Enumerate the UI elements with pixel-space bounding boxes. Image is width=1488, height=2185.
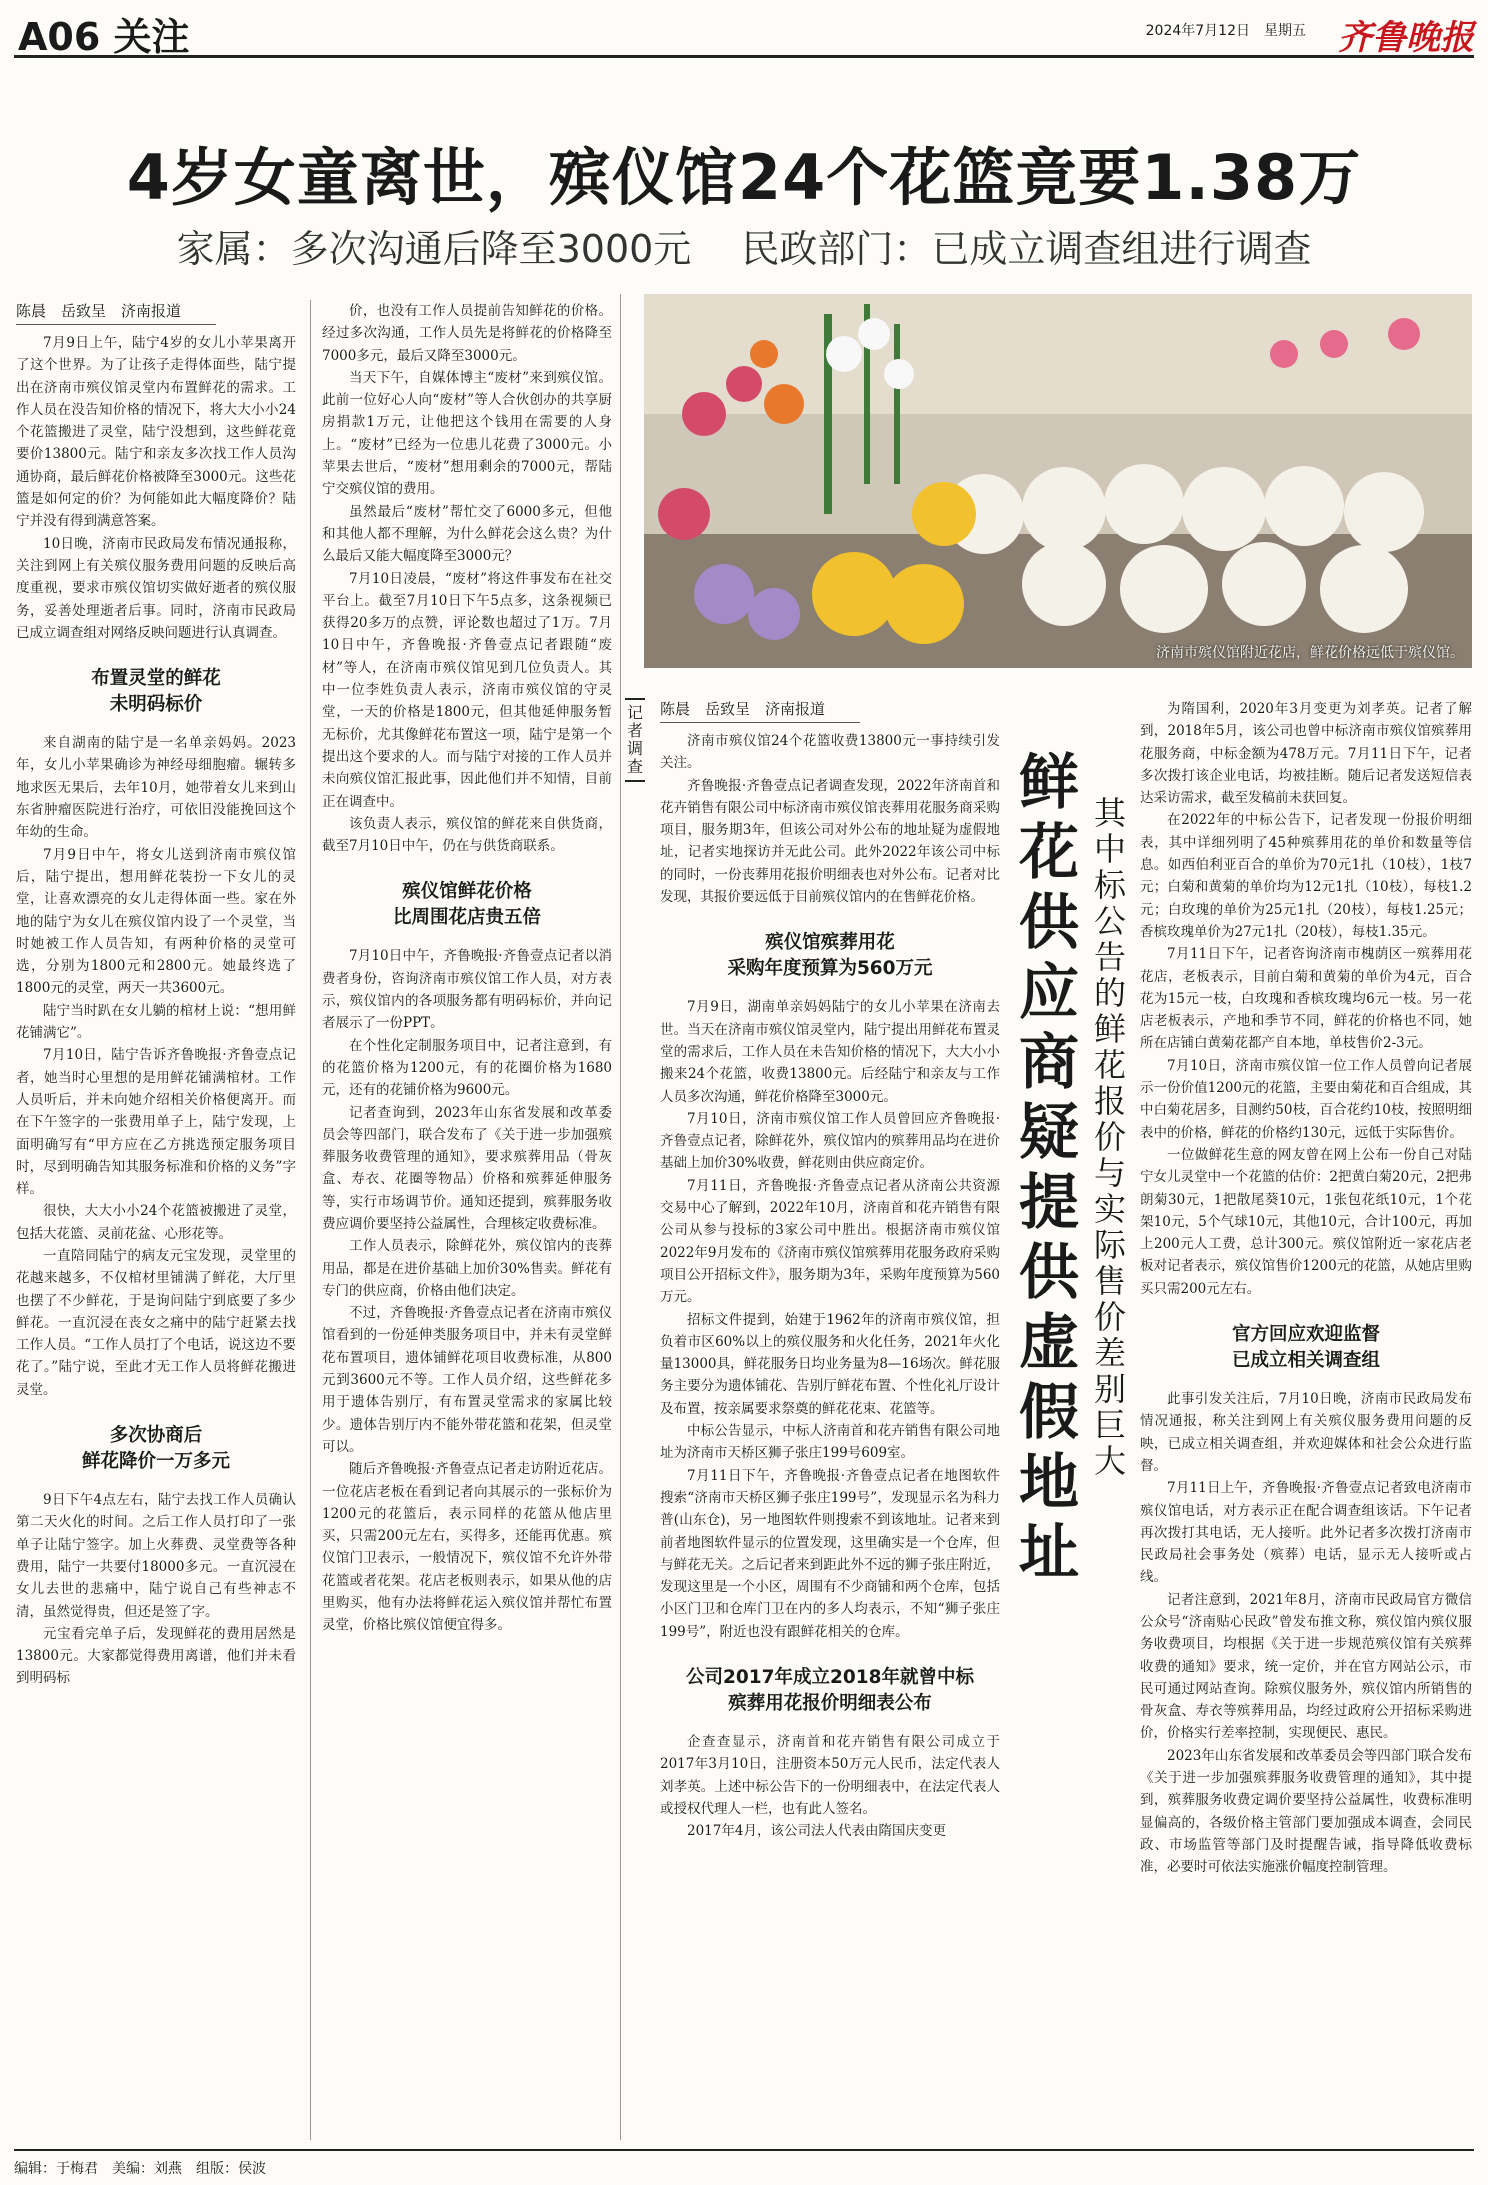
paragraph: 记者查询到，2023年山东省发展和改革委员会等四部门，联合发布了《关于进一步加强殡葬服务收费管理的通知》，要求殡葬用品（骨灰盒、寿衣、花圈等物品）价格和殡葬延伸服务等，实行市场调节价。通知还提到，殡葬服务收费应调价要坚持公益属性，合理核定收费标准。 (322, 1104, 612, 1232)
section-tag: 记者调查 (625, 698, 645, 782)
subhead-3: 殡仪馆鲜花价格 比周围花店贵五倍 (392, 881, 541, 929)
paragraph: 7月9日，湖南单亲妈妈陆宁的女儿小苹果在济南去世。当天在济南市殡仪馆灵堂内，陆宁提出用鲜花布置灵堂的需求后，工作人员在未告知价格的情况下，大大小小搬来24个花篮，收费13800元。后经陆宁和亲友与工作人员多次沟通，鲜花价格降至3000元。 (660, 999, 1000, 1105)
paragraph: 一位做鲜花生意的网友曾在网上公布一份自己对陆宁女儿灵堂中一个花篮的估价：2把黄白菊20元，2把弗朗菊30元，1把散尾葵10元，1张包花纸10元，1个花架10元，5个气球10元，其他10元，合计100元，再加上200元人工费，总计300元。殡仪馆附近一家花店老板对记者表示，殡仪馆售价1200元的花篮，从她店里购买只需200元左右。 (1140, 1146, 1472, 1297)
paragraph: 10日晚，济南市民政局发布情况通报称，关注到网上有关殡仪服务费用问题的反映后高度重视，要求市殡仪馆切实做好逝者的殡仪服务，妥善处理逝者后事。同时，济南市民政局已成立调查组对网络反映问题进行认真调查。 (16, 535, 296, 641)
r1b (660, 996, 1000, 1643)
paragraph: 2017年4月，该公司法人代表由隋国庆变更 (687, 1823, 946, 1840)
paragraph: 该负责人表示，殡仪馆的鲜花来自供货商，截至7月10日中午，仍在与供货商联系。 (322, 815, 612, 855)
r1a (660, 730, 1000, 908)
subhead-2: 多次协商后 鲜花降价一万多元 (81, 1425, 230, 1473)
paragraph: 7月10日中午，齐鲁晚报·齐鲁壹点记者以消费者身份，咨询济南市殡仪馆工作人员，对方表示，殡仪馆内的各项服务都有明码标价，并向记者展示了一份PPT。 (322, 948, 612, 1032)
paragraph: 来自湖南的陆宁是一名单亲妈妈。2023年，女儿小苹果确诊为神经母细胞瘤。辗转多地求医无果后，去年10月，她带着女儿来到山东省肿瘤医院进行治疗，可依旧没能挽回这个年幼的生命。 (16, 735, 296, 841)
paragraph: 此事引发关注后，7月10日晚，济南市民政局发布情况通报，称关注到网上有关殡仪服务费用问题的反映，已成立相关调查组，并欢迎媒体和社会公众进行监督。 (1140, 1391, 1472, 1474)
paragraph: 不过，齐鲁晚报·齐鲁壹点记者在济南市殡仪馆看到的一份延伸类服务项目中，并未有灵堂鲜花布置项目，遗体铺鲜花项目收费标准，从800元到3600元不等。工作人员介绍，这些鲜花多用于遗体告别厅，有布置灵堂需求的家属比较少。遗体告别厅内不能外带花篮和花架，但灵堂可以。 (322, 1305, 612, 1455)
paragraph: 陆宁当时趴在女儿躺的棺材上说：“想用鲜花铺满它”。 (16, 1002, 296, 1042)
column-divider (310, 300, 311, 2140)
subhead-1: 布置灵堂的鲜花 未明码标价 (91, 668, 221, 716)
paragraph: 齐鲁晚报·齐鲁壹点记者调查发现，2022年济南首和花卉销售有限公司中标济南市殡仪馆丧葬用花服务商采购项目，服务期3年，但该公司对外公布的地址疑为虚假地址，记者实地探访并无此公司。此外2022年该公司中标的同时，一份丧葬用花报价明细表也对外公布。记者对比发现，其报价要远低于目前殡仪馆内的在售鲜花价格。 (660, 777, 1000, 906)
r2a (1140, 698, 1472, 1300)
paragraph: 招标文件提到，始建于1962年的济南市殡仪馆，担负着市区60%以上的殡仪服务和火化任务，2021年火化量13000具，鲜花服务日均业务量为8—16场次。鲜花服务主要分为遗体铺花、告别厅鲜花布置、个性化礼厅设计及布置，按亲属要求祭奠的鲜花花束、花篮等。 (660, 1311, 1000, 1417)
paragraph: 工作人员表示，除鲜花外，殡仪馆内的丧葬用品，都是在进价基础上加价30%售卖。鲜花有专门的供应商，价格由他们决定。 (322, 1238, 612, 1299)
r2b (1140, 1388, 1472, 1879)
paragraph: 中标公告显示，中标人济南首和花卉销售有限公司地址为济南市天桥区狮子张庄199号609室。 (660, 1423, 1000, 1462)
paragraph: 在2022年的中标公告下，记者发现一份报价明细表，其中详细列明了45种殡葬用花的单价和数量等信息。如西伯利亚百合的单价为70元1扎（10枝），1枝7元；白菊和黄菊的单价均为12元1扎（10枝），每枝1.2元；白玫瑰的单价为25元1扎（20枝），每枝1.25元；香槟玫瑰单价为27元1扎（20枝），每枝1.35元。 (1140, 812, 1472, 940)
r1c (660, 1731, 1000, 1842)
page-footer: 编辑：于梅君 美编：刘燕 组版：侯波 (14, 2149, 1474, 2178)
paragraph: 随后齐鲁晚报·齐鲁壹点记者走访附近花店。一位花店老板在看到记者向其展示的一张标价为1200元的花篮后，表示同样的花篮从他店里买，只需200元左右，买得多，还能再优惠。殡仪馆门卫表示，一般情况下，殡仪馆不允许外带花篮或者花架。花店老板则表示，如果从他的店里购买，他有办法将鲜花运入殡仪馆并帮忙布置灵堂，价格比殡仪馆便宜得多。 (322, 1461, 612, 1634)
c1c (16, 1489, 296, 1690)
paragraph: 9日下午4点左右，陆宁去找工作人员确认第二天火化的时间。之后工作人员打印了一张单子让陆宁签字。加上火葬费、灵堂费等各种费用，陆宁一共要付18000多元。一直沉浸在女儿去世的悲痛中，陆宁说自己有些神志不清，虽然觉得贵，但还是签了字。 (16, 1492, 296, 1620)
photo-illustration (644, 294, 1472, 668)
right-column-2 (1140, 698, 1472, 2142)
paragraph: 济南市殡仪馆24个花篮收费13800元一事持续引发关注。 (660, 733, 1000, 772)
paragraph: 7月11日上午，齐鲁晚报·齐鲁壹点记者致电济南市殡仪馆电话，对方表示正在配合调查组该话。下午记者再次拨打其电话，无人接听。此外记者多次拨打济南市民政局社会事务处（殡葬）电话，显示无人接听或占线。 (1140, 1480, 1472, 1586)
paragraph: 7月11日，齐鲁晚报·齐鲁壹点记者从济南公共资源交易中心了解到，2022年10月，济南首和花卉销售有限公司从参与投标的3家公司中胜出。根据济南市殡仪馆2022年9月发布的《济南市殡仪馆殡葬用花服务政府采购项目公开招标文件》，服务期为3年，采购年度预算为560万元。 (660, 1177, 1000, 1306)
newspaper-logo: 齐鲁晚报 (1338, 18, 1474, 58)
left-column-1 (16, 332, 296, 2142)
paragraph: 7月10日，济南市殡仪馆一位工作人员曾向记者展示一份价值1200元的花篮，主要由菊花和百合组成，其中白菊花居多，目测约50枝，百合花约10枝，按照明细表中的价格，鲜花的价格约130元，远低于实际售价。 (1140, 1057, 1472, 1141)
page-number: A06 关注 (18, 15, 190, 59)
paragraph: 当天下午，自媒体博主“废材”来到殡仪馆。此前一位好心人向“废材”等人合伙创办的共享厨房捐款1万元，让他把这个钱用在需要的人身上。“废材”已经为一位患儿花费了3000元。小苹果去世后，“废材”想用剩余的7000元，帮陆宁交殡仪馆的费用。 (322, 369, 612, 498)
right-column-1 (660, 730, 1000, 2142)
photo-caption: 济南市殡仪馆附近花店，鲜花价格远低于殡仪馆。 (1156, 645, 1464, 661)
page-header (14, 6, 1474, 58)
paragraph: 7月9日中午，将女儿送到济南市殡仪馆后，陆宁提出，想用鲜花装扮一下女儿的灵堂，让喜欢漂亮的女儿走得体面一些。家在外地的陆宁为女儿在殡仪馆内设了一个灵堂，当时她被工作人员告知，有两种价格的灵堂可选，分别为1800元和2800元。她最终选了1800元的灵堂，两天一共3600元。 (16, 846, 296, 997)
paragraph: 7月10日，陆宁告诉齐鲁晚报·齐鲁壹点记者，她当时心里想的是用鲜花铺满棺材。工作人员听后，并未向她介绍相关价格便离开。而在下午签字的一张费用单子上，陆宁发现，上面明确写有“甲方应在乙方挑选预定服务项目时，尽到明确告知其服务标准和价格的义务”字样。 (16, 1047, 296, 1198)
paragraph: 7月11日下午，齐鲁晚报·齐鲁壹点记者在地图软件搜索“济南市天桥区狮子张庄199号”，发现显示名为科力普(山东仓)，另一地图软件则搜索不到该地址。记者来到前者地图软件显示的位置发现，这里确实是一个仓库，但与鲜花无关。之后记者来到距此外不远的狮子张庄附近，发现这里是一个小区，周围有不少商铺和两个仓库，包括小区门卫和仓库门卫在内的多人均表示，不知“狮子张庄199号”，附近也没有跟鲜花相关的仓库。 (660, 1467, 1000, 1640)
paragraph: 7月10日凌晨，“废材”将这件事发布在社交平台上。截至7月10日下午5点多，这条视频已获得20多万的点赞，评论数也超过了1万。7月10日中午，齐鲁晚报·齐鲁壹点记者跟随“废材”等人，在济南市殡仪馆见到几位负责人。其中一位李姓负责人表示，济南市殡仪馆的守灵堂，一天的价格是1800元，但其他延伸服务暂无标价，尤其像鲜花布置这一项，陆宁是第一个提出这个要求的人。而与陆宁对接的工作人员并未向殡仪馆汇报此事，因此他们并不知情，目前正在调查中。 (322, 570, 612, 810)
paragraph: 2023年山东省发展和改革委员会等四部门联合发布《关于进一步加强殡葬服务收费管理的通知》，其中提到，殡葬服务收费定调价要坚持公益属性，收费标准明显偏高的，各级价格主管部门要加强成本调查，会同民政、市场监管等部门及时提醒告诫，指导降低收费标准，必要时可依法实施涨价幅度控制管理。 (1140, 1747, 1472, 1876)
c1a (16, 332, 296, 644)
paragraph: 企查查显示，济南首和花卉销售有限公司成立于2017年3月10日，注册资本50万元人民币，法定代表人刘孝英。上述中标公告下的一份明细表中，在法定代表人或授权代理人一栏，也有此人签名。 (660, 1733, 1000, 1817)
paragraph: 价，也没有工作人员提前告知鲜花的价格。经过多次沟通，工作人员先是将鲜花的价格降至7000多元，最后又降至3000元。 (322, 303, 612, 364)
paragraph: 为隋国利，2020年3月变更为刘孝英。记者了解到，2018年5月，该公司也曾中标济南市殡仪馆殡葬用花服务商，中标金额为478万元。7月11日下午，记者多次拨打该企业电话，均被挂断。随后记者发送短信表达采访需求，截至发稿前未获回复。 (1140, 701, 1472, 807)
subheadline: 家属：多次沟通后降至3000元 民政部门：已成立调查组进行调查 (176, 227, 1312, 271)
article-title: 鲜花供应商疑提供虚假地址 (1019, 748, 1079, 1588)
flower-shop-photo (644, 294, 1472, 668)
paragraph: 7月10日，济南市殡仪馆工作人员曾回应齐鲁晚报·齐鲁壹点记者，除鲜花外，殡仪馆内的殡葬用品均在进价基础上加价30%收费，鲜花则由供应商定价。 (660, 1110, 1000, 1172)
right-byline: 陈晨 岳致呈 济南报道 (660, 698, 860, 723)
article-divider (620, 294, 621, 2140)
paragraph: 一直陪同陆宁的病友元宝发现，灵堂里的花越来越多，不仅棺材里铺满了鲜花，大厅里也摆了不少鲜花，于是询问陆宁到底要了多少鲜花。一直沉浸在丧女之痛中的陆宁赶紧去找工作人员。“工作人员打了个电话，说这边不要花了。”陆宁说，至此才无工作人员将鲜花搬进灵堂。 (16, 1247, 296, 1398)
c1b (16, 732, 296, 1401)
paragraph: 记者注意到，2021年8月，济南市民政局官方微信公众号“济南贴心民政”曾发布推文称，殡仪馆内殡仪服务收费项目，均根据《关于进一步规范殡仪馆有关殡葬收费的通知》要求，统一定价，并在官方网站公示，市民可通过网站查询。除殡仪服务外，殡仪馆内所销售的骨灰盒、寿衣等殡葬用品，均经过政府公开招标采购进价，价格实行差率控制，实现便民、惠民。 (1140, 1591, 1472, 1742)
left-byline: 陈晨 岳致呈 济南报道 (16, 300, 216, 325)
paragraph: 7月9日上午，陆宁4岁的女儿小苹果离开了这个世界。为了让孩子走得体面些，陆宁提出在济南市殡仪馆灵堂内布置鲜花的需求。工作人员在没告知价格的情况下，将大大小小24个花篮搬进了灵堂，陆宁没想到，这些鲜花竟要价13800元。陆宁和亲友多次找工作人员沟通协商，最后鲜花价格被降至3000元。这些花篮是如何定的价？为何能如此大幅度降价？陆宁并没有得到满意答案。 (16, 335, 296, 530)
subhead-5: 公司2017年成立2018年就曾中标 殡葬用花报价明细表公布 (686, 1666, 974, 1714)
c2b (322, 945, 612, 1636)
paragraph: 元宝看完单子后，发现鲜花的费用居然是13800元。大家都觉得费用离谱，他们并未看到明码标 (16, 1625, 296, 1687)
paragraph: 很快，大大小小24个花篮被搬进了灵堂，包括大花篮、灵前花盆、心形花等。 (16, 1203, 296, 1242)
left-column-2 (322, 300, 612, 2142)
paragraph: 在个性化定制服务项目中，记者注意到，有的花篮价格为1200元，有的花圈价格为1680元，还有的花铺价格为9600元。 (322, 1037, 612, 1099)
paragraph: 7月11日下午，记者咨询济南市槐荫区一殡葬用花花店，老板表示，目前白菊和黄菊的单价为4元，百合花为15元一枝，白玫瑰和香槟玫瑰均6元一枝。另一花店老板表示，产地和季节不同，鲜花的价格也不同，她所在店铺白黄菊花都产自本地，单枝售价2-3元。 (1140, 946, 1472, 1052)
c2a (322, 300, 612, 857)
paragraph: 虽然最后“废材”帮忙交了6000多元，但他和其他人都不理解，为什么鲜花会这么贵？为什么最后又能大幅度降至3000元？ (322, 503, 612, 565)
headline: 4岁女童离世，殡仪馆24个花篮竟要1.38万 (126, 141, 1362, 214)
article-subtitle: 其中标公告的鲜花报价与实际售价差别巨大 (1093, 794, 1126, 1480)
subhead-6: 官方回应欢迎监督 已成立相关调查组 (1231, 1324, 1380, 1372)
issue-date: 2024年7月12日 星期五 (1145, 23, 1306, 39)
subhead-4: 殡仪馆殡葬用花 采购年度预算为560万元 (727, 932, 933, 980)
